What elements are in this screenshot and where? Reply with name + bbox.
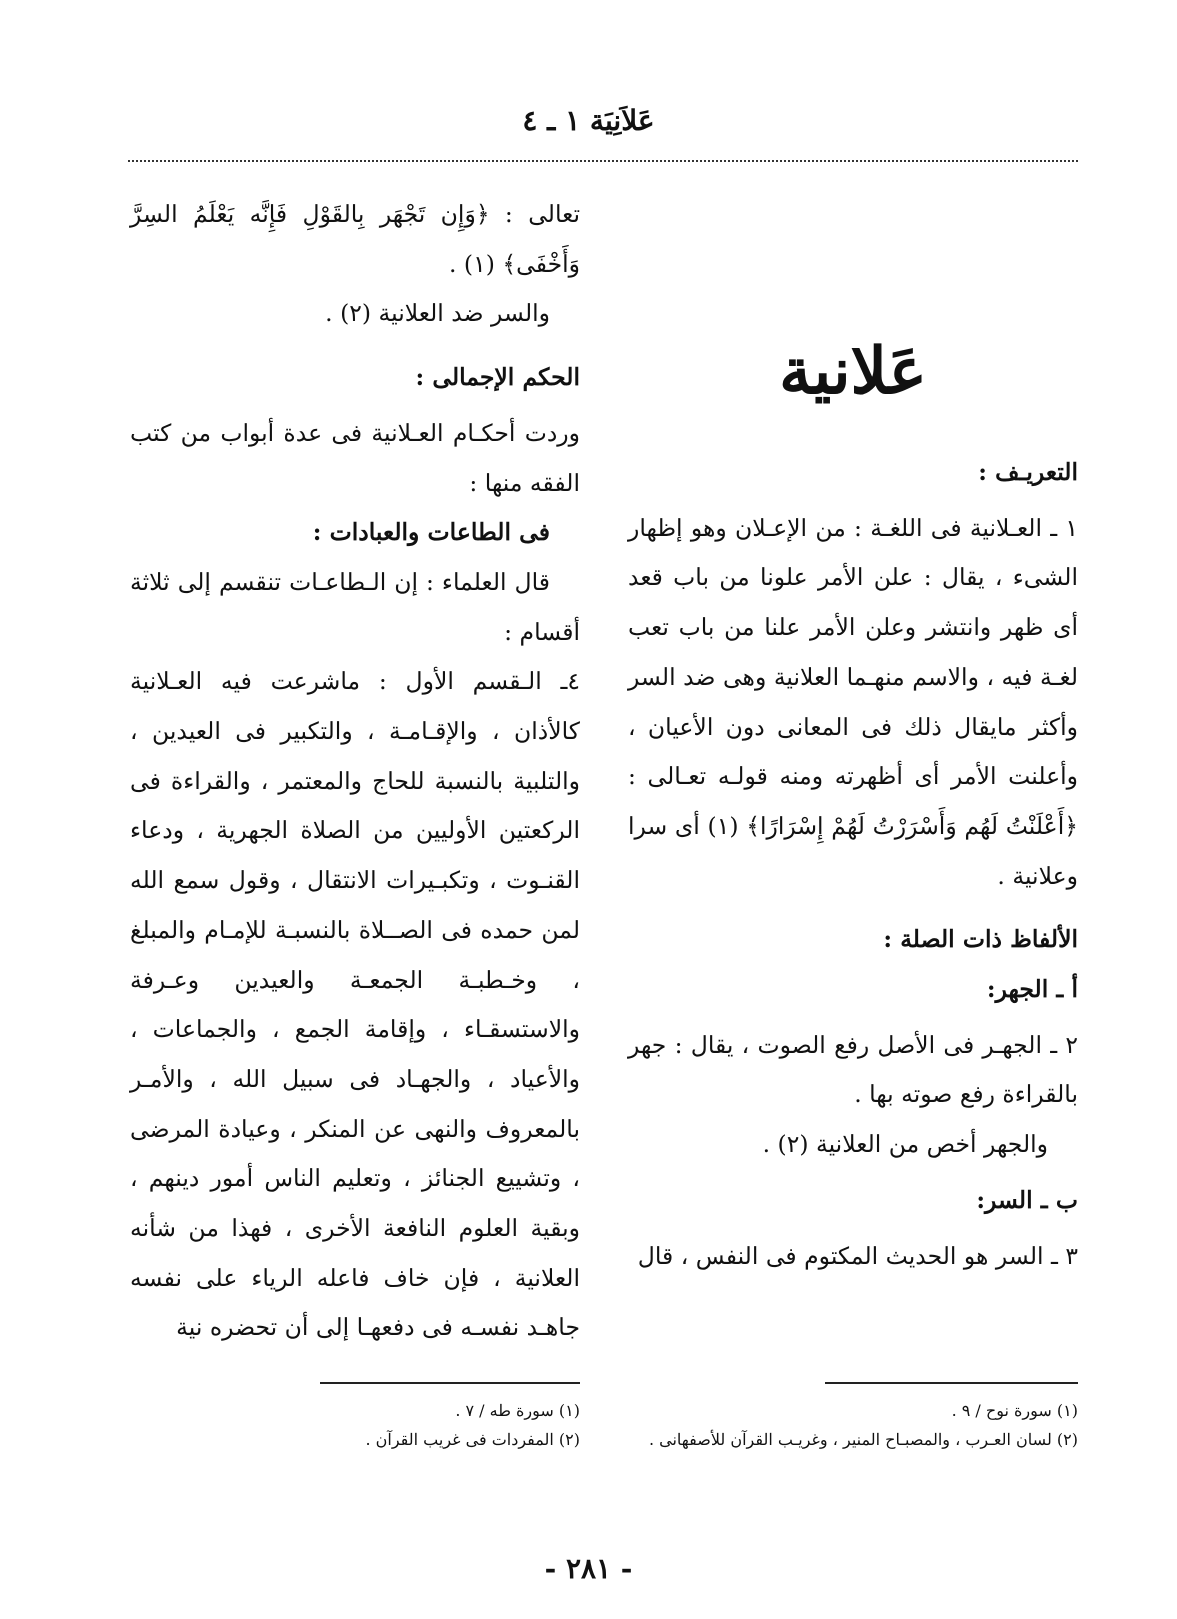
subheading-jahr: أ ـ الجهر: [986, 975, 1078, 1004]
footnotes-right [628, 1396, 1078, 1454]
jahr-note: والجهر أخص من العلانية (٢) . [762, 1130, 1048, 1159]
general-ruling-heading: الحكم الإجمالى : [415, 363, 580, 392]
footnote: (٢) لسان العـرب ، والمصبـاح المنير ، وغريـب القرآن للأصفهانى . [648, 1430, 1078, 1449]
entry-title: عَلانية [779, 334, 927, 409]
quran-verse-continuation: تعالى : ﴿وَإِن تَجْهَر بِالقَوْلِ فَإِنَّه يَعْلَمُ السِرَّ وَأَخْفَى﴾ (١) . [130, 200, 580, 278]
related-terms-heading: الألفاظ ذات الصلة : [883, 925, 1078, 954]
worship-heading: فى الطاعات والعبادات : [312, 518, 550, 547]
spacer [130, 339, 580, 353]
paragraph-1-definition: ١ ـ العـلانية فى اللغـة : من الإعـلان وهو إظهار الشىء ، يقال : علن الأمر علونا من باب قعد أى ظهر وانتشر وعلن الأمر علنا من باب تعب لغـة فيه ، والاسم منهـما العلانية وهى ضد السر وأكثر مايقال ذلك فى المعانى دون الأعيان ، وأعلنت الأمر أى أظهرته ومنه قولـه تعـالى : ﴿أَعْلَنْتُ لَهُم وَأَسْرَرْتُ لَهُمْ إِسْرَارًا﴾ (١) أى سرا وعلانية . [628, 513, 1078, 890]
spacer [628, 901, 1078, 915]
paragraph-2-jahr: ٢ ـ الجهـر فى الأصل رفع الصوت ، يقال : جهر بالقراءة رفع صوته بها . [628, 1030, 1078, 1109]
running-head: عَلاَنِيَة ١ ـ ٤ [522, 104, 655, 137]
paragraph-3-sirr: ٣ ـ السر هو الحديث المكتوم فى النفس ، قال [637, 1241, 1078, 1270]
scholars-paragraph: قال العلماء : إن الـطاعـات تنقسم إلى ثلاثة أقسام : [130, 567, 580, 646]
footnote-rule-right [825, 1382, 1078, 1384]
rulings-intro-paragraph: وردت أحكـام العـلانية فى عدة أبواب من كتب الفقه منها : [130, 418, 580, 497]
footnotes-left [130, 1396, 580, 1454]
header-dotted-rule [128, 160, 1078, 162]
left-column [130, 190, 580, 1353]
subheading-sirr: ب ـ السر: [976, 1185, 1078, 1214]
footnote: (١) سورة نوح / ٩ . [951, 1401, 1078, 1420]
definition-heading: التعريـف : [978, 458, 1078, 486]
footnote: (١) سورة طه / ٧ . [455, 1401, 580, 1420]
footnote: (٢) المفردات فى غريب القرآن . [365, 1430, 580, 1449]
right-column [628, 190, 1078, 1281]
footnote-rule-left [320, 1382, 580, 1384]
page-number: - ٢٨١ - [544, 1552, 633, 1585]
sirr-note: والسر ضد العلانية (٢) . [325, 299, 550, 328]
paragraph-4-first-category: ٤ـ الـقسم الأول : ماشرعت فيه العـلانية كالأذان ، والإقـامـة ، والتكبير فى العيدين ، والتلبية بالنسبة للحاج والمعتمر ، والقراءة فى الركعتين الأوليين من الصلاة الجهرية ، ودعاء القنـوت ، وتكبـيرات الانتقال ، وقول سمع الله لمن حمده فى الصــلاة بالنسبـة للإمـام والمبلغ ، وخـطبـة الجمعـة والعيدين وعـرفة والاستسقـاء ، وإقامة الجمع ، والجماعات ، والأعياد ، والجهـاد فى سبيل الله ، والأمـر بالمعروف والنهى عن المنكر ، وعيادة المرضى ، وتشييع الجنائز ، وتعليم الناس أمور دينهم ، وبقية العلوم النافعة الأخرى ، فهذا من شأنه العلانية ، فإن خاف فاعله الرياء على نفسه جاهـد نفسـه فى دفعهـا إلى أن تحضره نية [130, 667, 580, 1342]
